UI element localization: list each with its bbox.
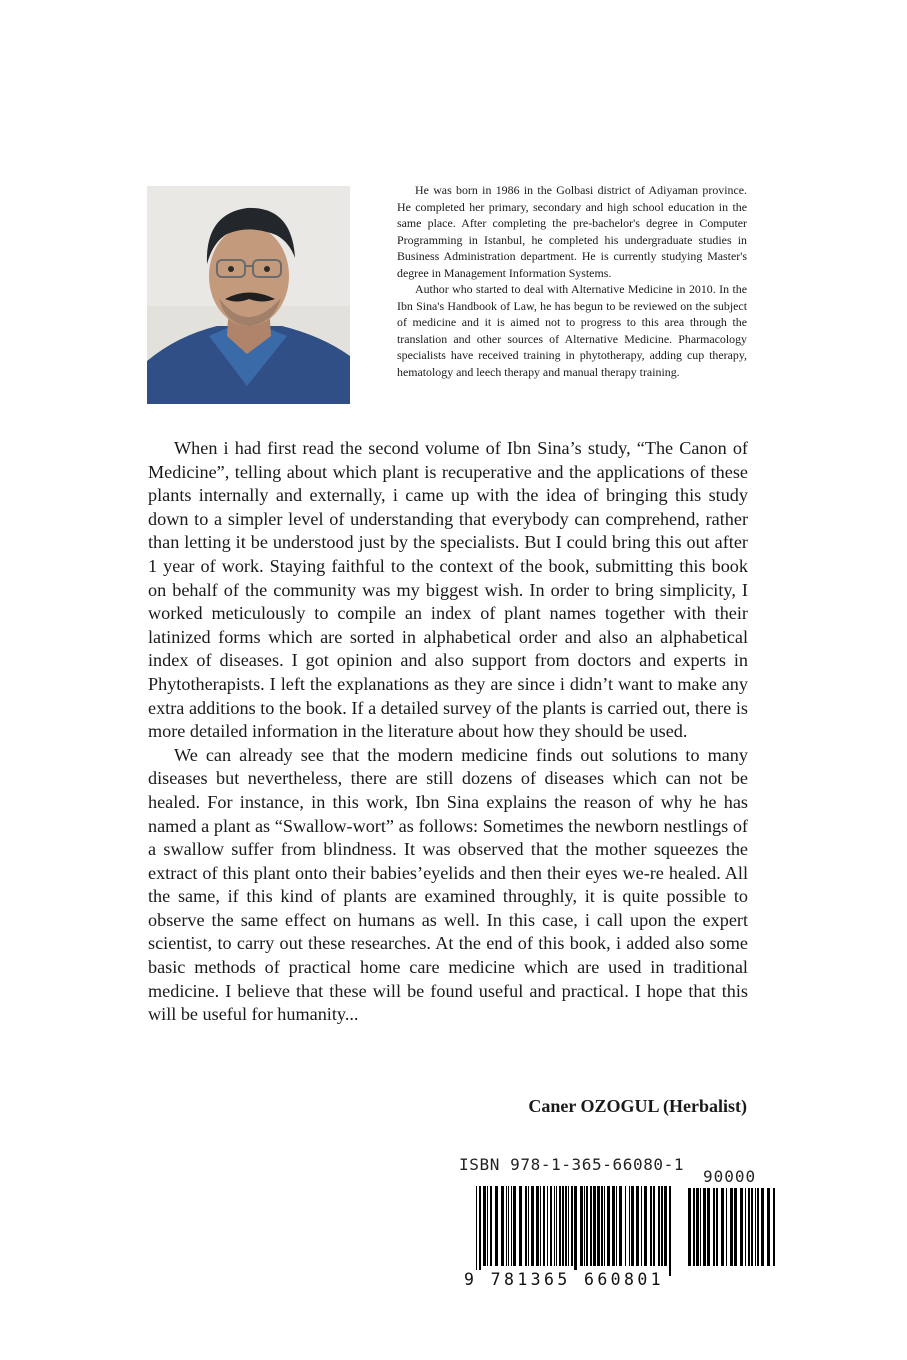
barcode-bar [629, 1186, 630, 1266]
barcode-bar [716, 1188, 718, 1266]
barcode-bar [562, 1186, 564, 1266]
barcode-bar [707, 1188, 710, 1266]
barcode-bar [636, 1186, 639, 1266]
price-code: 90000 [703, 1167, 757, 1186]
barcode-bar [487, 1186, 488, 1266]
barcode-bar [730, 1188, 733, 1266]
barcode-bar [650, 1186, 652, 1266]
author-photo [147, 186, 350, 404]
barcode-bar [531, 1186, 534, 1266]
barcode-bar [607, 1186, 610, 1266]
barcode-bar [479, 1186, 481, 1276]
barcode-bar [703, 1188, 706, 1266]
barcode-bar [761, 1188, 764, 1266]
barcode-bar [476, 1186, 477, 1276]
barcode-bar [490, 1186, 492, 1266]
barcode-bar [540, 1186, 541, 1266]
barcode-bar [767, 1188, 770, 1266]
addon-barcode [688, 1188, 780, 1276]
barcode-bar [745, 1188, 746, 1266]
barcode-bar [713, 1188, 715, 1266]
barcode-bar [511, 1186, 512, 1266]
barcode-bar [721, 1188, 724, 1266]
barcode-bar [568, 1186, 569, 1266]
barcode-bar [550, 1186, 552, 1266]
barcode-bar [593, 1186, 596, 1266]
barcode-bar [616, 1186, 617, 1266]
main-paragraph: We can already see that the modern medicine finds out solutions to many diseases but nevertheless, there are still dozens of diseases which can not be healed. For instance, in this work, Ibn Sina explains the reason of why he has named a plant as “Swallow-wort” as follows: Sometimes the newborn nestlings of a swallow suffer from blindness. It was observed that the mother squeezes the extract of this plant onto their babies’eyelids and then their eyes we-re healed. All the same, if this kind of plants are examined throughly, it is quite possible to observe the same effect on humans as well. In this case, i call upon the expert scientist, to carry out these researches. At the end of this book, i added also some basic methods of practical home care medicine which are used in traditional medicine. I believe that these will be found useful and practical. I hope that this will be useful for humanity... [148, 744, 748, 1025]
bio-paragraph: He was born in 1986 in the Golbasi district of Adiyaman province. He completed her primary, secondary and high school education in the same place. After completing the pre-bachelor's degree in Computer Programming in Istanbul, he completed his undergraduate studies in Business Administration department. He is currently studying Master's degree in Management Information Systems. [397, 183, 747, 280]
ean-barcode [476, 1186, 672, 1276]
barcode-bar [757, 1188, 759, 1266]
main-paragraph: When i had first read the second volume of Ibn Sina’s study, “The Canon of Medicine”, telling about which plant is recuperative and the applications of these plants internally and externally, i came up with the idea of bringing this study down to a simpler level of understanding that everybody can comprehend, rather than letting it be understood just by the specialists. But I could bring this out after 1 year of work. Staying faithful to the context of the book, submitting this book on behalf of the community was my biggest wish. In order to bring simplicity, I worked meticulously to compile an index of plant names together with their latinized forms which are sorted in alphabetical order and also an alphabetical index of diseases. I got opinion and also support from doctors and experts in Phytotherapists. I left the explanations as they are since i didn’t want to make any extra additions to the book. If a detailed survey of the plants is carried out, there is more detailed information in the literature about how they should be used. [148, 438, 748, 742]
barcode-bar [519, 1186, 522, 1266]
main-text [148, 437, 748, 1027]
barcode-bar [693, 1188, 695, 1266]
barcode-bar [574, 1186, 577, 1276]
barcode-bar [586, 1186, 588, 1266]
barcode-bar [483, 1186, 486, 1266]
barcode-bar [528, 1186, 529, 1266]
barcode-bar [525, 1186, 527, 1266]
barcode-bar [601, 1186, 603, 1266]
isbn-label: ISBN 978-1-365-66080-1 [459, 1155, 685, 1174]
author-bio [397, 182, 747, 380]
barcode-bar [580, 1186, 583, 1266]
barcode-bar [669, 1186, 671, 1276]
barcode-bar [641, 1186, 642, 1266]
barcode-bar [559, 1186, 561, 1266]
barcode-bar [644, 1186, 647, 1266]
author-signature: Caner OZOGUL (Herbalist) [528, 1096, 747, 1116]
barcode-bar [501, 1186, 504, 1266]
barcode-bar [543, 1186, 545, 1266]
barcode-bar [612, 1186, 615, 1266]
barcode-bar [661, 1186, 663, 1266]
barcode-bar [726, 1188, 727, 1266]
barcode-bar [700, 1188, 701, 1266]
barcode-bar [565, 1186, 567, 1266]
barcode-bar [653, 1186, 655, 1266]
barcode-bar [734, 1188, 737, 1266]
barcode-bar [597, 1186, 600, 1266]
barcode-bar [658, 1186, 660, 1266]
barcode-bar [584, 1186, 585, 1266]
barcode-bar [590, 1186, 592, 1266]
barcode-bar [696, 1188, 699, 1266]
barcode-bar [625, 1186, 626, 1266]
barcode-bar [664, 1186, 667, 1266]
barcode-bar [751, 1188, 753, 1266]
barcode-digits: 9 781365 660801 [464, 1270, 665, 1289]
barcode-bar [740, 1188, 743, 1266]
barcode-bar [495, 1186, 498, 1266]
barcode-bar [571, 1186, 573, 1266]
barcode-bar [619, 1186, 622, 1266]
barcode-bar [755, 1188, 756, 1266]
barcode-bar [513, 1186, 516, 1266]
barcode-bar [506, 1186, 507, 1266]
barcode-bar [773, 1188, 775, 1266]
barcode-bar [536, 1186, 539, 1266]
barcode-bar [748, 1188, 750, 1266]
barcode-bar [554, 1186, 555, 1266]
author-portrait-image [147, 186, 350, 404]
barcode-bar [631, 1186, 634, 1266]
barcode-bar [688, 1188, 691, 1266]
barcode-bar [508, 1186, 509, 1266]
barcode-bar [547, 1186, 548, 1266]
barcode-bar [556, 1186, 557, 1266]
bio-paragraph: Author who started to deal with Alternative Medicine in 2010. In the Ibn Sina's Handbook of Law, he has begun to be reviewed on the subject of medicine and it is aimed not to progress to this area through the translation and other sources of Alternative Medicine. Pharmacology specialists have received training in phytotherapy, adding cup therapy, hematology and leech therapy and manual therapy training. [397, 282, 747, 379]
barcode-bar [604, 1186, 605, 1266]
